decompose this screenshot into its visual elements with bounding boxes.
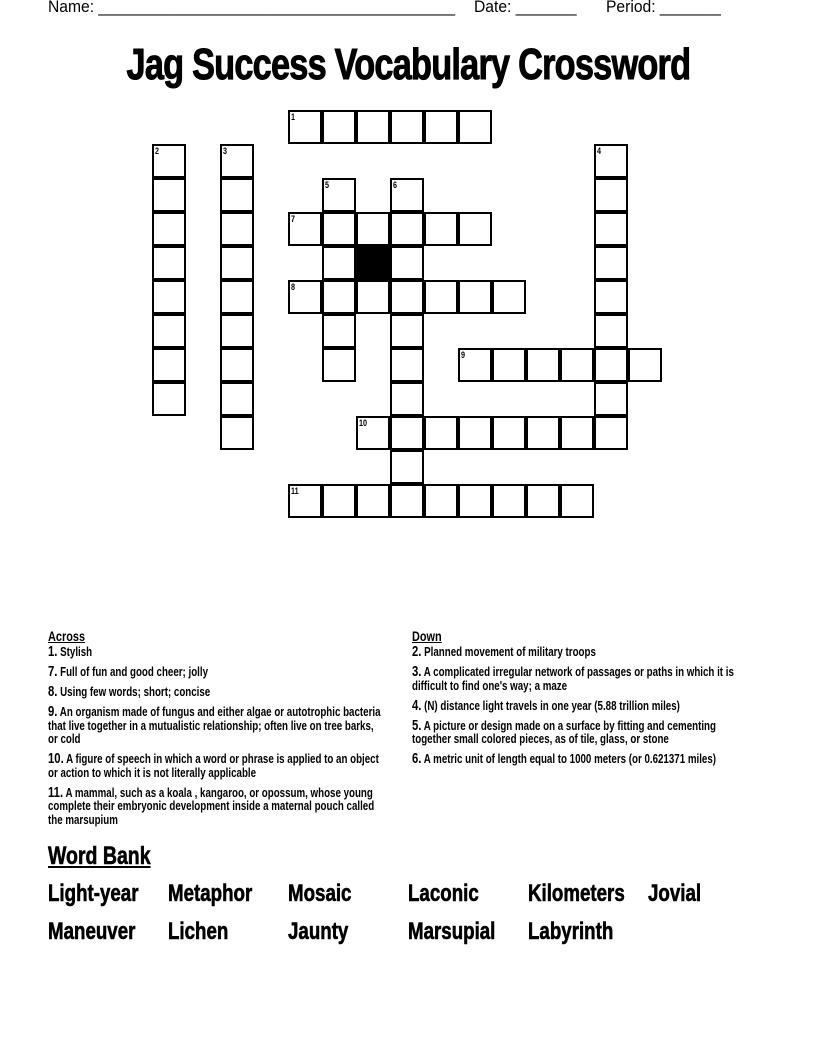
black-cell <box>356 246 390 280</box>
grid-cell[interactable] <box>390 416 424 450</box>
down-heading: Down <box>412 628 442 644</box>
grid-cell[interactable] <box>220 280 254 314</box>
grid-cell[interactable] <box>458 484 492 518</box>
grid-cell[interactable] <box>322 212 356 246</box>
down-clue <box>412 753 747 767</box>
clue-text: A complicated irregular network of passages or paths in which it is difficult to find one's way; a maze <box>412 665 734 693</box>
word-bank-word: Marsupial <box>408 918 496 945</box>
word-bank-word: Lichen <box>168 918 229 945</box>
word-bank-word: Maneuver <box>48 918 136 945</box>
grid-cell[interactable] <box>322 484 356 518</box>
grid-cell[interactable] <box>356 416 390 450</box>
grid-cell[interactable] <box>322 280 356 314</box>
grid-cell[interactable] <box>594 314 628 348</box>
clue-text: Using few words; short; concise <box>57 685 211 699</box>
grid-cell[interactable] <box>492 280 526 314</box>
word-bank-word: Jovial <box>648 880 702 907</box>
clue-number: 8. <box>48 684 58 700</box>
grid-cell[interactable] <box>424 280 458 314</box>
clue-text: (N) distance light travels in one year (5.88 trillion miles) <box>421 698 680 713</box>
grid-cell[interactable] <box>594 178 628 212</box>
clue-number: 7 <box>291 214 296 224</box>
clue-number: 8 <box>291 282 296 292</box>
down-clue <box>412 717 747 747</box>
grid-cell[interactable] <box>322 348 356 382</box>
clue-number: 4 <box>597 146 602 156</box>
clue-text: Stylish <box>57 645 93 659</box>
grid-cell[interactable] <box>288 484 322 518</box>
grid-cell[interactable] <box>220 382 254 416</box>
clue-text: Planned movement of military troops <box>421 645 596 659</box>
clue-number: 9 <box>461 350 466 360</box>
grid-cell[interactable] <box>628 348 662 382</box>
across-clue <box>48 753 383 780</box>
grid-cell[interactable] <box>220 212 254 246</box>
grid-cell[interactable] <box>526 484 560 518</box>
clue-number: 10 <box>359 418 368 428</box>
grid-cell[interactable] <box>220 246 254 280</box>
grid-cell[interactable] <box>594 246 628 280</box>
grid-cell[interactable] <box>424 110 458 144</box>
grid-cell[interactable] <box>220 314 254 348</box>
grid-cell[interactable] <box>288 280 322 314</box>
grid-cell[interactable] <box>594 416 628 450</box>
grid-cell[interactable] <box>526 348 560 382</box>
grid-cell[interactable] <box>356 110 390 144</box>
grid-cell[interactable] <box>458 280 492 314</box>
grid-cell[interactable] <box>152 144 186 178</box>
across-clues <box>48 629 383 834</box>
clue-number: 9. <box>48 704 58 720</box>
grid-cell[interactable] <box>220 348 254 382</box>
grid-cell[interactable] <box>322 178 356 212</box>
grid-cell[interactable] <box>594 212 628 246</box>
grid-cell[interactable] <box>458 348 492 382</box>
across-clue <box>48 686 383 700</box>
grid-cell[interactable] <box>152 382 186 416</box>
grid-cell[interactable] <box>390 212 424 246</box>
grid-cell[interactable] <box>424 212 458 246</box>
grid-cell[interactable] <box>390 314 424 348</box>
grid-cell[interactable] <box>152 314 186 348</box>
clue-number: 3. <box>412 664 422 680</box>
grid-cell[interactable] <box>390 110 424 144</box>
clue-number: 5 <box>325 180 330 190</box>
clue-number: 2. <box>412 644 422 660</box>
clue-number: 11 <box>291 486 299 496</box>
clue-number: 2 <box>155 146 160 156</box>
word-bank-word: Light-year <box>48 880 139 907</box>
clue-number: 10. <box>48 751 64 767</box>
grid-cell[interactable] <box>220 416 254 450</box>
grid-cell[interactable] <box>492 484 526 518</box>
word-bank-word: Metaphor <box>168 880 253 907</box>
grid-cell[interactable] <box>594 382 628 416</box>
clue-number: 4. <box>412 697 422 714</box>
clue-number: 5. <box>412 717 422 734</box>
grid-cell[interactable] <box>458 416 492 450</box>
grid-cell[interactable] <box>356 280 390 314</box>
grid-cell[interactable] <box>594 144 628 178</box>
clue-number: 6. <box>412 751 422 767</box>
across-clue <box>48 646 383 660</box>
date-field[interactable]: Date: _______ <box>474 0 577 16</box>
down-clue <box>412 646 747 660</box>
across-clue <box>48 666 383 680</box>
grid-cell[interactable] <box>152 280 186 314</box>
grid-cell[interactable] <box>424 484 458 518</box>
grid-cell[interactable] <box>390 280 424 314</box>
clue-number: 1. <box>48 644 58 660</box>
clue-text: A figure of speech in which a word or phrase is applied to an object or action to which it is not literally applicable <box>48 752 379 780</box>
grid-cell[interactable] <box>390 382 424 416</box>
grid-cell[interactable] <box>356 212 390 246</box>
clue-number: 7. <box>48 664 58 680</box>
clue-text: A picture or design made on a surface by fitting and cementing together small colored pieces, as of tile, glass, or stone <box>412 718 716 746</box>
grid-cell[interactable] <box>390 348 424 382</box>
across-heading: Across <box>48 628 86 644</box>
grid-cell[interactable] <box>560 416 594 450</box>
grid-cell[interactable] <box>152 246 186 280</box>
page-title-text: Jag Success Vocabulary Crossword <box>126 40 690 89</box>
clue-text: Full of fun and good cheer; jolly <box>57 665 209 679</box>
across-clue <box>48 706 383 747</box>
grid-cell[interactable] <box>152 348 186 382</box>
grid-cell[interactable] <box>220 144 254 178</box>
grid-cell[interactable] <box>526 416 560 450</box>
grid-cell[interactable] <box>424 416 458 450</box>
clue-number: 11. <box>48 784 64 801</box>
grid-cell[interactable] <box>560 348 594 382</box>
down-clue <box>412 666 747 693</box>
grid-cell[interactable] <box>560 484 594 518</box>
grid-cell[interactable] <box>458 212 492 246</box>
page-title <box>0 40 816 90</box>
clue-text: An organism made of fungus and either algae or autotrophic bacteria that live together in a mutualistic relationship; often live on tree barks, or cold <box>48 705 381 746</box>
grid-cell[interactable] <box>390 178 424 212</box>
name-field[interactable]: Name: _________________________________________ <box>48 0 456 16</box>
grid-cell[interactable] <box>458 110 492 144</box>
grid-cell[interactable] <box>594 280 628 314</box>
grid-cell[interactable] <box>288 110 322 144</box>
grid-cell[interactable] <box>594 348 628 382</box>
clue-number: 1 <box>291 112 296 122</box>
grid-cell[interactable] <box>322 246 356 280</box>
grid-cell[interactable] <box>390 450 424 484</box>
grid-cell[interactable] <box>152 178 186 212</box>
clue-text: A metric unit of length equal to 1000 meters (or 0.621371 miles) <box>421 752 717 766</box>
grid-cell[interactable] <box>152 212 186 246</box>
grid-cell[interactable] <box>492 416 526 450</box>
period-field[interactable]: Period: _______ <box>606 0 721 16</box>
grid-cell[interactable] <box>492 348 526 382</box>
grid-cell[interactable] <box>220 178 254 212</box>
word-bank-word: Kilometers <box>528 880 625 907</box>
across-clue <box>48 784 383 828</box>
word-bank-word: Laconic <box>408 880 479 907</box>
word-bank-word: Labyrinth <box>528 918 614 945</box>
grid-cell[interactable] <box>322 314 356 348</box>
word-bank-heading: Word Bank <box>48 842 151 870</box>
grid-cell[interactable] <box>322 110 356 144</box>
clue-text: A mammal, such as a koala , kangaroo, or opossum, whose young complete their embryonic development inside a maternal pouch called the marsupium <box>48 785 375 827</box>
grid-cell[interactable] <box>390 484 424 518</box>
clue-number: 6 <box>393 180 398 190</box>
grid-cell[interactable] <box>390 246 424 280</box>
grid-cell[interactable] <box>356 484 390 518</box>
grid-cell[interactable] <box>288 212 322 246</box>
down-clue <box>412 697 747 714</box>
clue-number: 3 <box>223 146 228 156</box>
down-clues <box>412 629 747 773</box>
word-bank-word: Mosaic <box>288 880 352 907</box>
word-bank-word: Jaunty <box>288 918 349 945</box>
